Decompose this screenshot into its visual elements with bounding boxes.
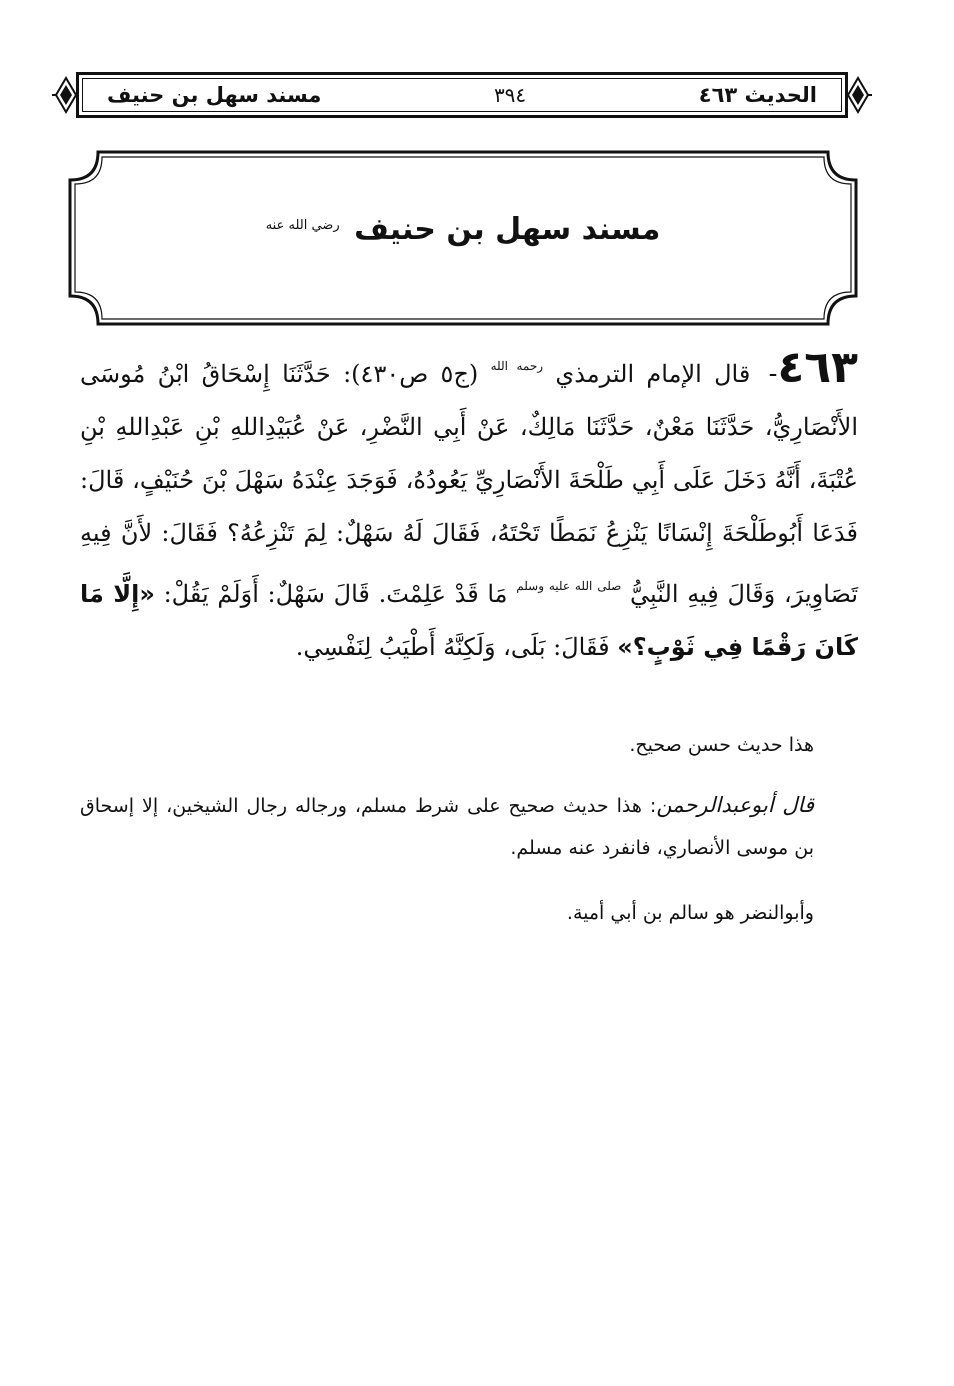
hadith-citation: (ج٥ ص٤٣٠): [330,360,479,388]
hadith-text-part2: مَا قَدْ عَلِمْتَ. قَالَ سَهْلٌ: أَوَلَمْ يَقُلْ: [154,580,517,608]
header-hadith-ref: الحديث ٤٦٣ [698,83,817,107]
section-title-frame [68,150,858,326]
section-title-text: مسند سهل بن حنيف [354,212,661,247]
author-comment [80,784,814,869]
hadith-intro: قال الإمام الترمذي [555,360,751,388]
author-comment-text: : هذا حديث صحيح على شرط مسلم، ورجاله رجال الشيخين، إلا إسحاق بن موسى الأنصاري، فانفرد عنه مسلم. [80,795,814,859]
hadith-dash: - [768,359,778,389]
narrator-note [80,892,814,934]
prophet-honorific: صلى الله عليه وسلم [516,579,622,593]
ornament-left-icon [52,74,78,116]
page-number: ٣٩٤ [493,83,527,107]
ornament-right-icon [846,74,872,116]
hadith-text-part1: حَدَّثَنَا إِسْحَاقُ ابْنُ مُوسَى الأَنْصَارِيُّ، حَدَّثَنَا مَعْنٌ، حَدَّثَنَا مَالِكٌ، عَنْ أَبِي النَّضْرِ، عَنْ عُبَيْدِاللهِ بْنِ عَبْدِاللهِ بْنِ عُتْبَةَ، أَنَّهُ دَخَلَ عَلَى أَبِي طَلْحَةَ الأَنْصَارِيِّ يَعُودُهُ، فَوَجَدَ عِنْدَهُ سَهْلَ بْنَ حُنَيْفٍ، قَالَ: فَدَعَا أَبُوطَلْحَةَ إِنْسَانًا يَنْزِعُ نَمَطًا تَحْتَهُ، فَقَالَ لَهُ سَهْلٌ: لِمَ تَنْزِعُهُ؟ فَقَالَ: لأَنَّ فِيهِ تَصَاوِيرَ، وَقَالَ فِيهِ النَّبِيُّ [80,360,859,608]
running-header [52,70,872,120]
hadith-text [80,340,858,674]
section-title [68,212,858,247]
grading-line [80,724,814,766]
grading-text: هذا حديث حسن صحيح. [629,734,814,756]
title-honorific: رضي الله عنه [265,218,340,233]
intro-honorific: رحمه الله [490,359,544,373]
hadith-quote: «إِلَّا مَا كَانَ رَقْمًا فِي ثَوْبٍ؟» [80,580,858,661]
narrator-note-text: وأبوالنضر هو سالم بن أبي أمية. [566,902,814,924]
hadith-text-part3: فَقَالَ: بَلَى، وَلَكِنَّهُ أَطْيَبُ لِنَفْسِي. [295,633,618,661]
hadith-number: ٤٦٣ [777,342,859,393]
header-section-title: مسند سهل بن حنيف [107,83,322,107]
author-name: قال أبوعبدالرحمن [656,793,814,817]
header-box [76,72,848,118]
